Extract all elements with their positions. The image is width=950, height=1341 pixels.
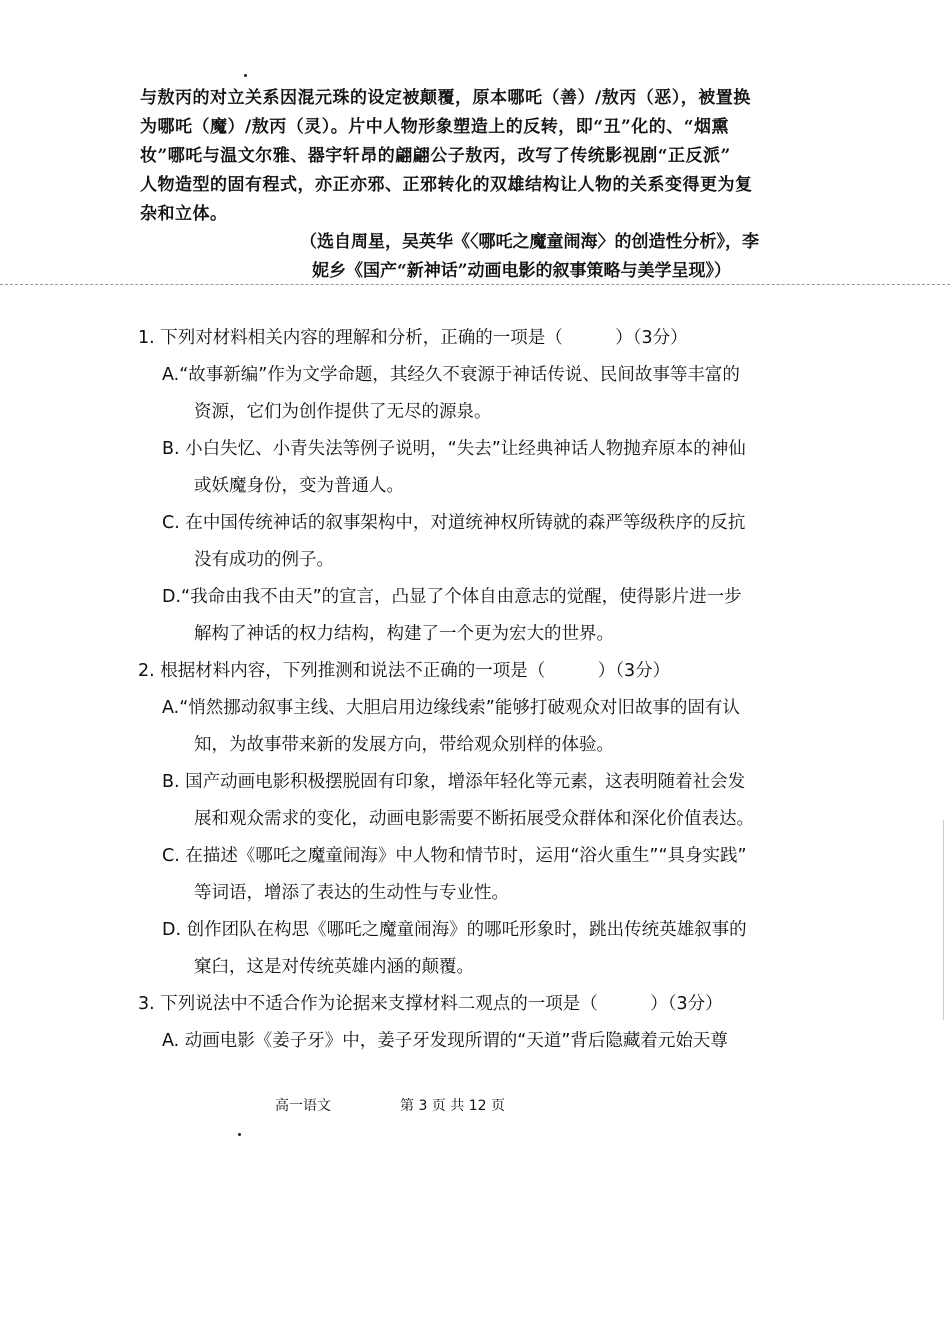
option-text-cont: 知，为故事带来新的发展方向，带给观众别样的体验。: [194, 735, 614, 755]
footer-subject: 高一语文: [275, 1098, 331, 1114]
option-text: D.“我命由我不由天”的宣言，凸显了个体自由意志的觉醒，使得影片进一步: [162, 587, 742, 607]
question-2-option-a[interactable]: [138, 690, 808, 764]
option-text-cont: 没有成功的例子。: [194, 550, 334, 570]
option-text-cont: 或妖魔身份，变为普通人。: [194, 476, 404, 496]
option-text-cont: 资源，它们为创作提供了无尽的源泉。: [194, 402, 492, 422]
source-line-2: 妮乡《国产“新神话”动画电影的叙事策略与美学呈现》）: [312, 261, 732, 281]
option-text: A. 动画电影《姜子牙》中，姜子牙发现所谓的“天道”背后隐藏着元始天尊: [162, 1031, 728, 1051]
source-line-1: （选自周星，吴英华《〈哪吒之魔童闹海〉的创造性分析》，李: [300, 232, 759, 252]
option-text: B. 小白失忆、小青失法等例子说明，“失去”让经典神话人物抛弃原本的神仙: [162, 439, 746, 459]
question-1-option-c[interactable]: [138, 505, 808, 579]
passage-line: 人物造型的固有程式，亦正亦邪、正邪转化的双雄结构让人物的关系变得更为复: [140, 175, 753, 195]
option-text-cont: 等词语，增添了表达的生动性与专业性。: [194, 883, 509, 903]
question-3-stem: 3. 下列说法中不适合作为论据来支撑材料二观点的一项是（ ）（3分）: [138, 994, 723, 1014]
option-text: D. 创作团队在构思《哪吒之魔童闹海》的哪吒形象时，跳出传统英雄叙事的: [162, 920, 747, 940]
option-text-cont: 解构了神话的权力结构，构建了一个更为宏大的世界。: [194, 624, 614, 644]
option-text: C. 在中国传统神话的叙事架构中，对道统神权所铸就的森严等级秩序的反抗: [162, 513, 746, 533]
question-1-option-a[interactable]: [138, 357, 808, 431]
passage-line: 杂和立体。: [140, 204, 228, 224]
footer-page-number: 第 3 页 共 12 页: [400, 1098, 505, 1114]
option-text-cont: 窠臼，这是对传统英雄内涵的颠覆。: [194, 957, 474, 977]
passage-line: 妆”哪吒与温文尔雅、器宇轩昂的翩翩公子敖丙，改写了传统影视剧“正反派”: [140, 146, 731, 166]
passage-line: 与敖丙的对立关系因混元珠的设定被颠覆，原本哪吒（善）/敖丙（恶），被置换: [140, 88, 751, 108]
scan-speck: [244, 74, 247, 77]
scan-edge-line: [943, 820, 944, 1020]
option-text: A.“悄然挪动叙事主线、大胆启用边缘线索”能够打破观众对旧故事的固有认: [162, 698, 740, 718]
question-list: [138, 320, 808, 1060]
scan-speck: [238, 1133, 241, 1136]
option-text-cont: 展和观众需求的变化，动画电影需要不断拓展受众群体和深化价值表达。: [194, 809, 754, 829]
option-text: A.“故事新编”作为文学命题，其经久不衰源于神话传说、民间故事等丰富的: [162, 365, 740, 385]
question-2-option-d[interactable]: [138, 912, 808, 986]
passage-excerpt: [140, 84, 805, 229]
question-2-option-b[interactable]: [138, 764, 808, 838]
option-text: B. 国产动画电影积极摆脱固有印象，增添年轻化等元素，这表明随着社会发: [162, 772, 746, 792]
question-1-option-b[interactable]: [138, 431, 808, 505]
option-text: C. 在描述《哪吒之魔童闹海》中人物和情节时，运用“浴火重生”“具身实践”: [162, 846, 747, 866]
question-1-option-d[interactable]: [138, 579, 808, 653]
question-1-stem: 1. 下列对材料相关内容的理解和分析，正确的一项是（ ）（3分）: [138, 328, 688, 348]
question-2-option-c[interactable]: [138, 838, 808, 912]
question-3-option-a[interactable]: [138, 1023, 808, 1060]
question-2-stem: 2. 根据材料内容，下列推测和说法不正确的一项是（ ）（3分）: [138, 661, 671, 681]
source-citation: [300, 228, 805, 286]
dashed-divider: [0, 284, 950, 285]
passage-line: 为哪吒（魔）/敖丙（灵）。片中人物形象塑造上的反转，即“丑”化的、“烟熏: [140, 117, 730, 137]
